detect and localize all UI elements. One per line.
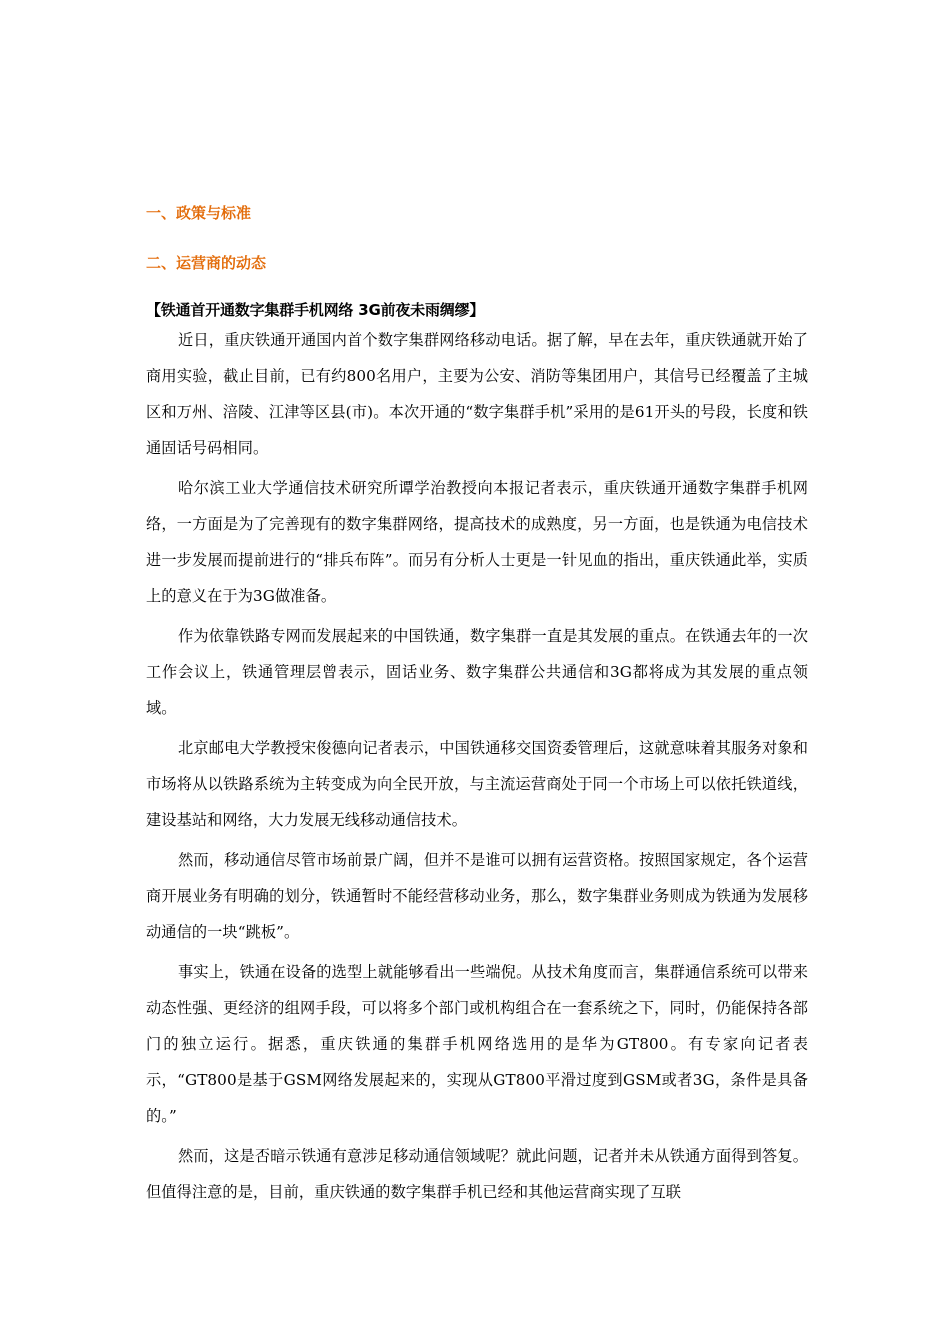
article-paragraph: 哈尔滨工业大学通信技术研究所谭学治教授向本报记者表示，重庆铁通开通数字集群手机网络，一方面是为了完善现有的数字集群网络，提高技术的成熟度，另一方面，也是铁通为电信技术进一步发展而提前进行的“排兵布阵”。而另有分析人士更是一针见血的指出，重庆铁通此举，实质上的意义在于为3G做准备。: [146, 479, 808, 605]
article-paragraph: 然而，这是否暗示铁通有意涉足移动通信领域呢？就此问题，记者并未从铁通方面得到答复。但值得注意的是，目前，重庆铁通的数字集群手机已经和其他运营商实现了互联: [146, 1147, 808, 1201]
article: [146, 300, 808, 1214]
article-paragraph: 作为依靠铁路专网而发展起来的中国铁通，数字集群一直是其发展的重点。在铁通去年的一次工作会议上，铁通管理层曾表示，固话业务、数字集群公共通信和3G都将成为其发展的重点领域。: [146, 627, 808, 717]
section-heading-operator-news: 二、运营商的动态: [146, 254, 267, 272]
article-title: 【铁通首开通数字集群手机网络 3G前夜未雨绸缪】: [146, 301, 485, 319]
article-paragraph: 近日，重庆铁通开通国内首个数字集群网络移动电话。据了解，早在去年，重庆铁通就开始了商用实验，截止目前，已有约800名用户，主要为公安、消防等集团用户，其信号已经覆盖了主城区和万州、涪陵、江津等区县(市)。本次开通的“数字集群手机”采用的是61开头的号段，长度和铁通固话号码相同。: [146, 331, 808, 457]
section-heading-policy-standards: 一、政策与标准: [146, 204, 252, 222]
article-paragraph: 北京邮电大学教授宋俊德向记者表示，中国铁通移交国资委管理后，这就意味着其服务对象和市场将从以铁路系统为主转变成为向全民开放，与主流运营商处于同一个市场上可以依托铁道线，建设基站和网络，大力发展无线移动通信技术。: [146, 739, 808, 829]
article-paragraph: 事实上，铁通在设备的选型上就能够看出一些端倪。从技术角度而言，集群通信系统可以带来动态性强、更经济的组网手段，可以将多个部门或机构组合在一套系统之下，同时，仍能保持各部门的独立运行。据悉，重庆铁通的集群手机网络选用的是华为GT800。有专家向记者表示，“GT800是基于GSM网络发展起来的，实现从GT800平滑过度到GSM或者3G，条件是具备的。”: [146, 963, 808, 1125]
article-paragraph: 然而，移动通信尽管市场前景广阔，但并不是谁可以拥有运营资格。按照国家规定，各个运营商开展业务有明确的划分，铁通暂时不能经营移动业务，那么，数字集群业务则成为铁通为发展移动通信的一块“跳板”。: [146, 851, 808, 941]
